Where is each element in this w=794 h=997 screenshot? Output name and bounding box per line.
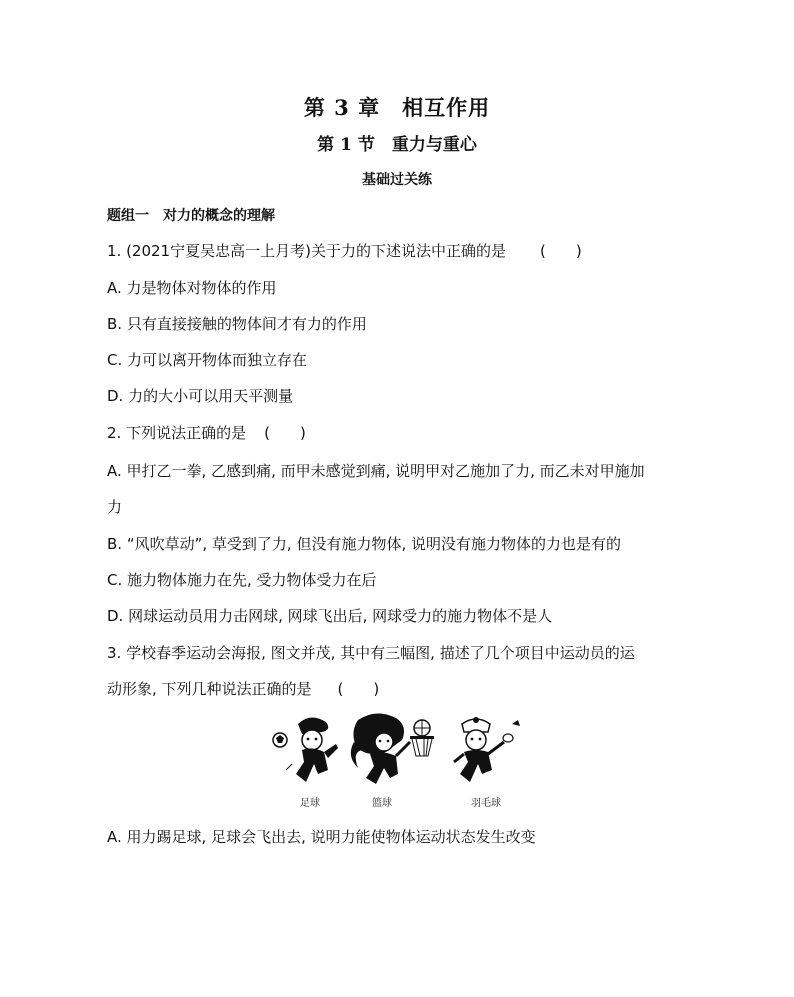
q2-option-a-continued: 力 bbox=[107, 498, 123, 516]
question-3-text: 动形象, 下列几种说法正确的是 bbox=[107, 680, 312, 698]
chapter-title: 第 3 章 相互作用 bbox=[303, 95, 491, 120]
caption-basketball: 篮球 bbox=[372, 798, 392, 809]
basketball-mascot bbox=[351, 713, 434, 784]
question-3-stem-line1: 3. 学校春季运动会海报, 图文并茂, 其中有三幅图, 描述了几个项目中运动员的运 bbox=[107, 644, 635, 662]
caption-soccer: 足球 bbox=[300, 798, 320, 809]
q1-option-d: D. 力的大小可以用天平测量 bbox=[107, 387, 294, 405]
q2-option-b: B. “风吹草动”, 草受到了力, 但没有施力物体, 说明没有施力物体的力也是有的 bbox=[107, 535, 621, 553]
q2-option-c: C. 施力物体施力在先, 受力物体受力在后 bbox=[107, 571, 377, 589]
answer-parens: ( ) bbox=[539, 242, 582, 260]
q3-option-a: A. 用力踢足球, 足球会飞出去, 说明力能使物体运动状态发生改变 bbox=[107, 828, 536, 846]
question-1-stem bbox=[107, 240, 582, 261]
exercise-subtitle: 基础过关练 bbox=[362, 172, 432, 188]
question-2-text: 2. 下列说法正确的是 bbox=[107, 424, 247, 442]
section-title: 第 1 节 重力与重心 bbox=[317, 135, 477, 155]
answer-parens: ( ) bbox=[264, 424, 306, 442]
question-3-stem-line2 bbox=[107, 678, 379, 699]
q1-option-a: A. 力是物体对物体的作用 bbox=[107, 279, 277, 297]
q1-option-b: B. 只有直接接触的物体间才有力的作用 bbox=[107, 315, 367, 333]
mascot-illustrations bbox=[266, 712, 536, 794]
sports-figure bbox=[266, 712, 536, 812]
q2-option-a: A. 甲打乙一拳, 乙感到痛, 而甲未感觉到痛, 说明甲对乙施加了力, 而乙未对甲施加 bbox=[107, 462, 645, 480]
q1-option-c: C. 力可以离开物体而独立存在 bbox=[107, 351, 308, 369]
question-2-stem bbox=[107, 422, 306, 443]
caption-badminton: 羽毛球 bbox=[471, 798, 501, 809]
question-1-text: 1. (2021宁夏吴忠高一上月考)关于力的下述说法中正确的是 bbox=[107, 242, 506, 260]
badminton-mascot bbox=[454, 717, 520, 782]
soccer-mascot bbox=[273, 717, 338, 782]
question-group-title: 题组一 对力的概念的理解 bbox=[107, 208, 275, 224]
answer-parens: ( ) bbox=[337, 680, 380, 698]
q2-option-d: D. 网球运动员用力击网球, 网球飞出后, 网球受力的施力物体不是人 bbox=[107, 607, 553, 625]
